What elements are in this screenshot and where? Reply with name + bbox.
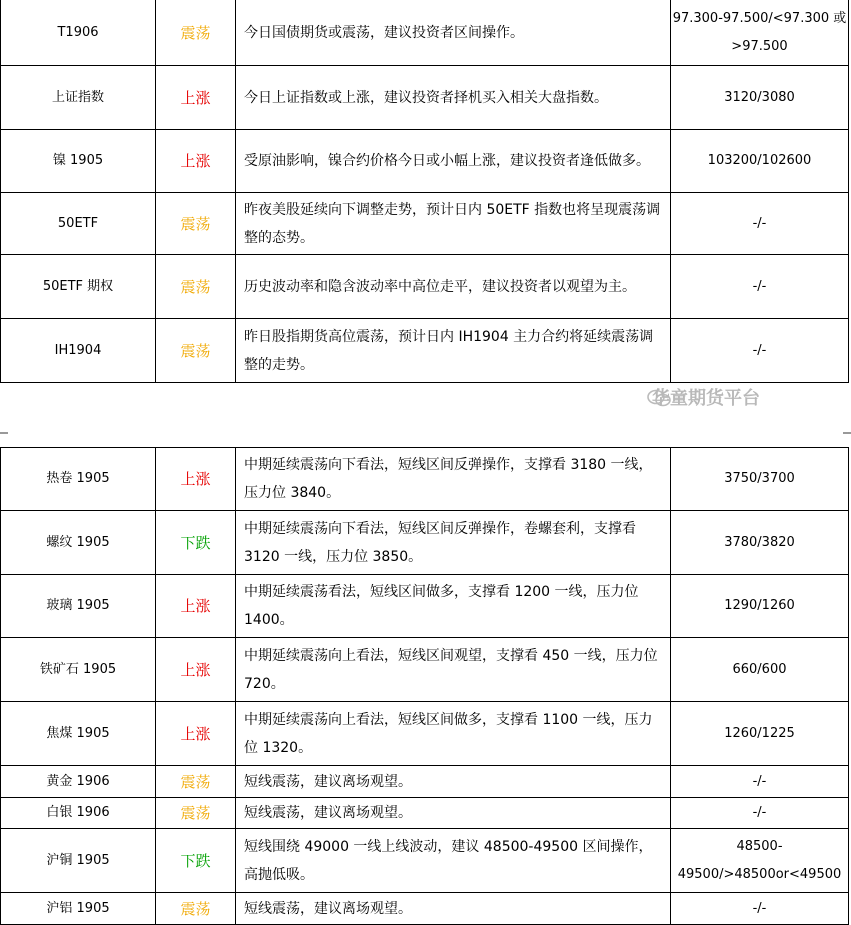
level-range: -/-	[671, 798, 849, 829]
level-range: 103200/102600	[671, 130, 849, 193]
outlook-text: 今日上证指数或上涨，建议投资者择机买入相关大盘指数。	[236, 66, 671, 130]
contract-name: 焦煤 1905	[1, 702, 156, 766]
page-edge-mark	[843, 432, 851, 434]
table-row	[1, 193, 849, 255]
level-range: -/-	[671, 255, 849, 319]
trend-label: 震荡	[156, 766, 236, 798]
level-range: -/-	[671, 766, 849, 798]
table-row	[1, 448, 849, 511]
contract-name: 镍 1905	[1, 130, 156, 193]
outlook-text: 中期延续震荡向上看法，短线区间观望，支撑看 450 一线，压力位 720。	[236, 638, 671, 702]
trend-label: 上涨	[156, 448, 236, 511]
level-range: -/-	[671, 193, 849, 255]
page-edge-mark	[0, 432, 8, 434]
level-range: 1260/1225	[671, 702, 849, 766]
table-row	[1, 255, 849, 319]
outlook-text: 受原油影响，镍合约价格今日或小幅上涨，建议投资者逢低做多。	[236, 130, 671, 193]
outlook-text: 短线震荡，建议离场观望。	[236, 766, 671, 798]
level-range: 3780/3820	[671, 511, 849, 575]
contract-name: 50ETF 期权	[1, 255, 156, 319]
contract-name: 沪铜 1905	[1, 829, 156, 893]
table-row	[1, 638, 849, 702]
trend-label: 上涨	[156, 638, 236, 702]
table-row	[1, 319, 849, 383]
outlook-text: 昨夜美股延续向下调整走势，预计日内 50ETF 指数也将呈现震荡调整的态势。	[236, 193, 671, 255]
trend-label: 震荡	[156, 255, 236, 319]
futures-table-top	[0, 0, 849, 383]
table-row	[1, 66, 849, 130]
outlook-text: 中期延续震荡看法，短线区间做多，支撑看 1200 一线，压力位 1400。	[236, 575, 671, 638]
contract-name: IH1904	[1, 319, 156, 383]
level-range: -/-	[671, 893, 849, 925]
level-range: 97.300-97.500/<97.300 或>97.500	[671, 0, 849, 66]
table-row	[1, 798, 849, 829]
table-body-top	[1, 0, 849, 383]
table-row	[1, 702, 849, 766]
table-row	[1, 511, 849, 575]
trend-label: 震荡	[156, 798, 236, 829]
level-range: 660/600	[671, 638, 849, 702]
table-row	[1, 893, 849, 925]
contract-name: T1906	[1, 0, 156, 66]
outlook-text: 短线围绕 49000 一线上线波动，建议 48500-49500 区间操作，高抛低吸。	[236, 829, 671, 893]
level-range: -/-	[671, 319, 849, 383]
level-range: 1290/1260	[671, 575, 849, 638]
trend-label: 震荡	[156, 319, 236, 383]
futures-table-bottom	[0, 447, 849, 925]
contract-name: 热卷 1905	[1, 448, 156, 511]
outlook-text: 中期延续震荡向下看法，短线区间反弹操作，卷螺套利，支撑看 3120 一线，压力位 3850。	[236, 511, 671, 575]
outlook-text: 短线震荡，建议离场观望。	[236, 893, 671, 925]
contract-name: 50ETF	[1, 193, 156, 255]
trend-label: 上涨	[156, 66, 236, 130]
level-range: 48500-49500/>48500or<49500	[671, 829, 849, 893]
outlook-text: 今日国债期货或震荡，建议投资者区间操作。	[236, 0, 671, 66]
watermark-text: 华童期货平台	[652, 388, 760, 409]
contract-name: 白银 1906	[1, 798, 156, 829]
table-row	[1, 766, 849, 798]
outlook-text: 中期延续震荡向上看法，短线区间做多，支撑看 1100 一线，压力位 1320。	[236, 702, 671, 766]
outlook-text: 中期延续震荡向下看法，短线区间反弹操作，支撑看 3180 一线，压力位 3840。	[236, 448, 671, 511]
outlook-text: 昨日股指期货高位震荡，预计日内 IH1904 主力合约将延续震荡调整的走势。	[236, 319, 671, 383]
contract-name: 玻璃 1905	[1, 575, 156, 638]
contract-name: 上证指数	[1, 66, 156, 130]
table-row	[1, 0, 849, 66]
table-row	[1, 130, 849, 193]
trend-label: 震荡	[156, 893, 236, 925]
trend-label: 震荡	[156, 0, 236, 66]
trend-label: 下跌	[156, 511, 236, 575]
contract-name: 螺纹 1905	[1, 511, 156, 575]
trend-label: 下跌	[156, 829, 236, 893]
table-row	[1, 829, 849, 893]
contract-name: 黄金 1906	[1, 766, 156, 798]
outlook-text: 历史波动率和隐含波动率中高位走平，建议投资者以观望为主。	[236, 255, 671, 319]
trend-label: 上涨	[156, 702, 236, 766]
trend-label: 上涨	[156, 575, 236, 638]
trend-label: 震荡	[156, 193, 236, 255]
contract-name: 沪铝 1905	[1, 893, 156, 925]
table-body-bottom	[1, 448, 849, 925]
contract-name: 铁矿石 1905	[1, 638, 156, 702]
trend-label: 上涨	[156, 130, 236, 193]
level-range: 3120/3080	[671, 66, 849, 130]
table-row	[1, 575, 849, 638]
level-range: 3750/3700	[671, 448, 849, 511]
outlook-text: 短线震荡，建议离场观望。	[236, 798, 671, 829]
